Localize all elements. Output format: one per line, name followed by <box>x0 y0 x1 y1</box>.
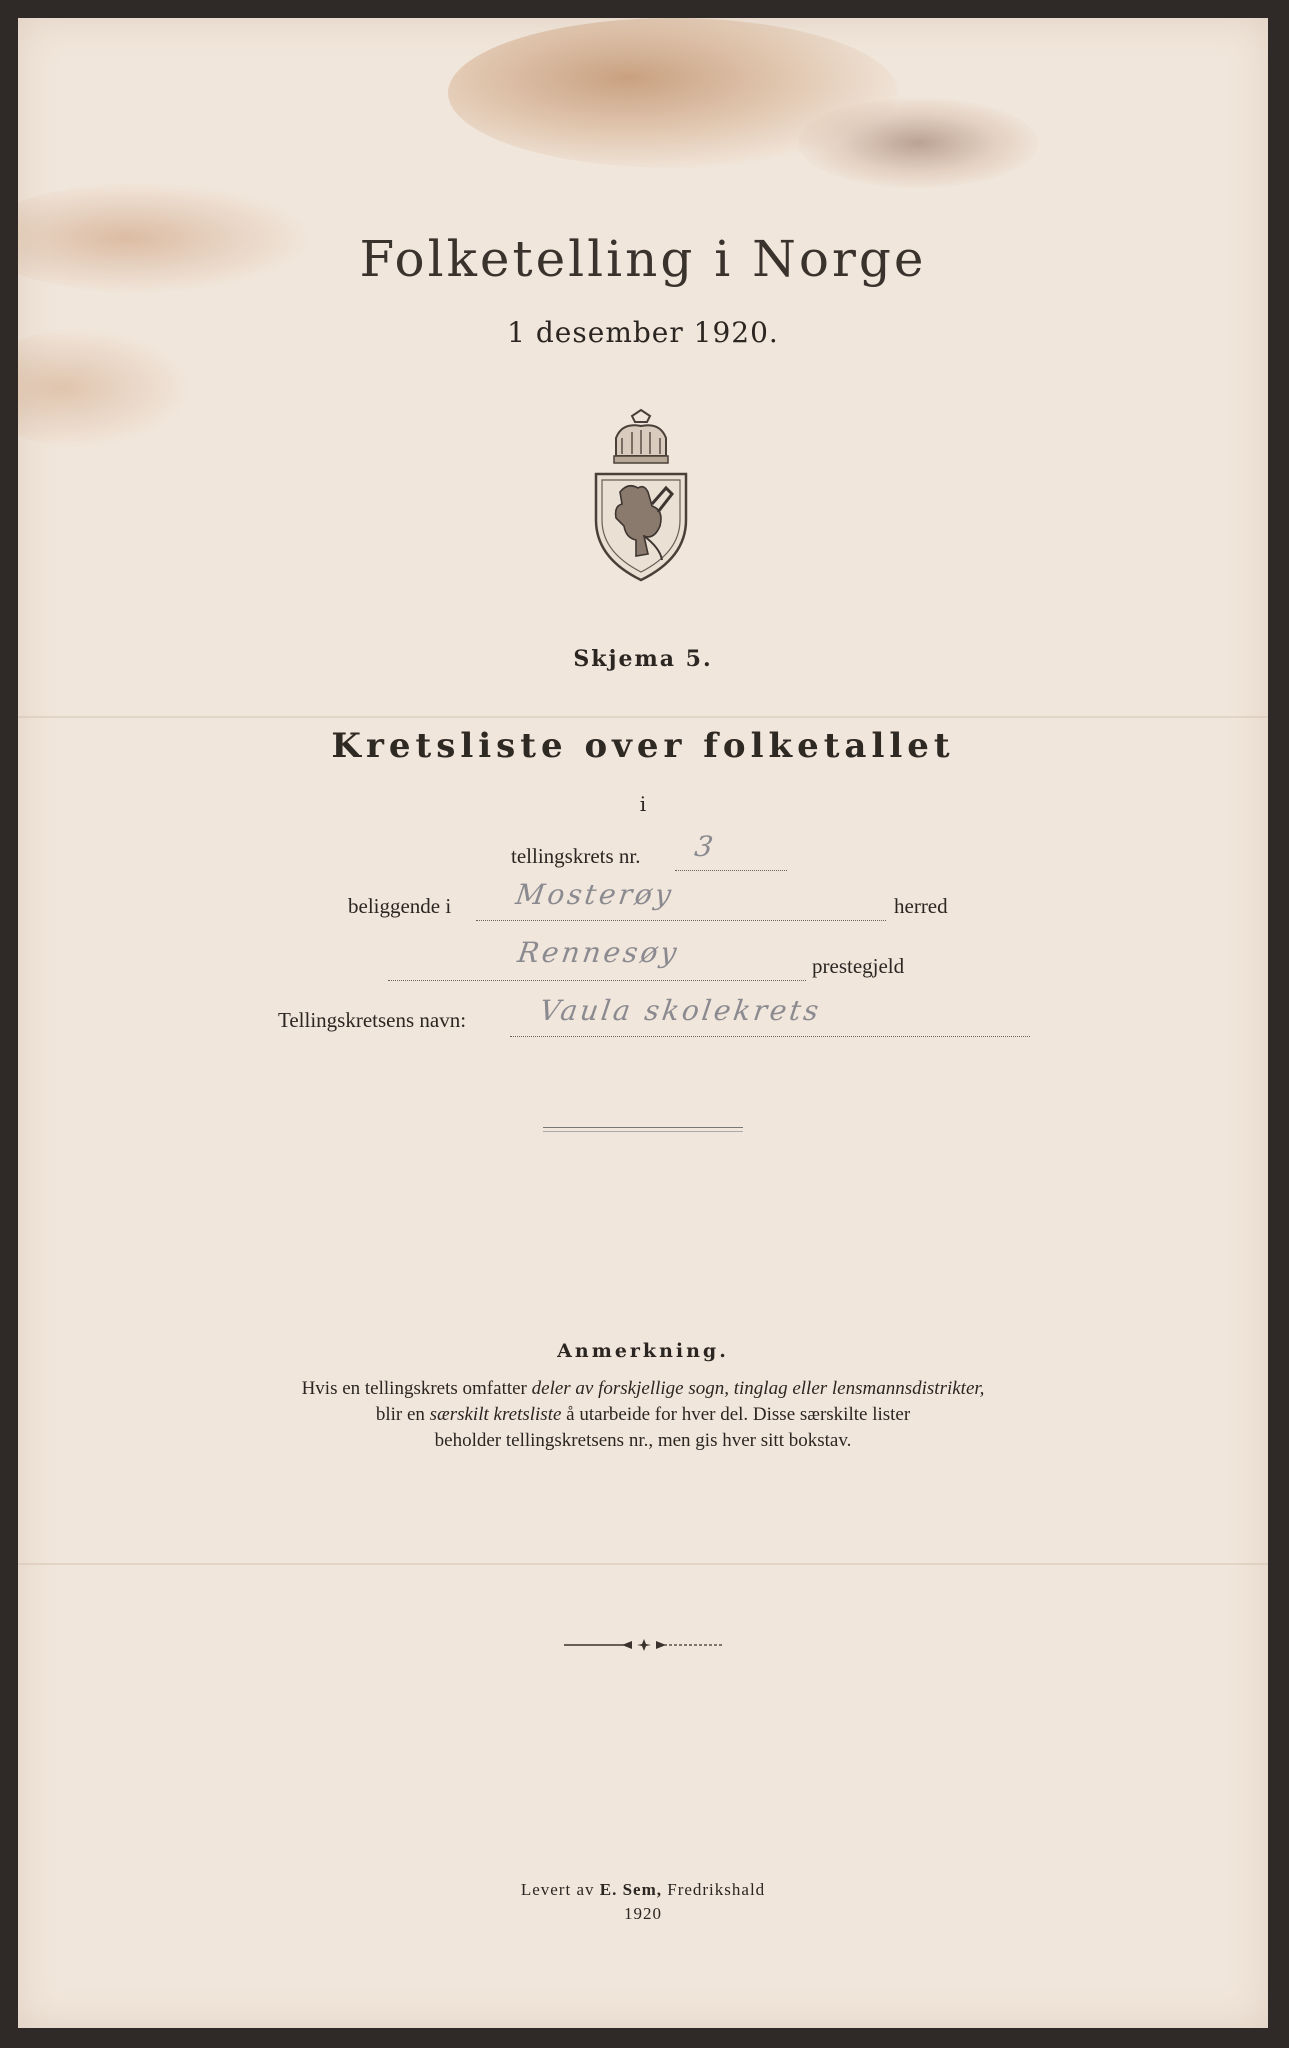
form-heading: Kretsliste over folketallet <box>331 726 955 766</box>
note-line-1-italic: deler av forskjellige sogn, tinglag eller lensmannsdistrikter, <box>531 1378 985 1399</box>
herred-label: herred <box>894 894 948 918</box>
norwegian-coat-of-arms-icon <box>590 408 692 586</box>
krets-number-label: tellingskrets nr. <box>511 844 641 868</box>
district-name-field[interactable] <box>510 994 1030 1037</box>
municipality-value: Mosterøy <box>513 878 677 911</box>
printer-name: E. Sem, <box>599 1880 662 1899</box>
note-line-1-text: Hvis en tellingskrets omfatter <box>301 1378 532 1399</box>
municipality-label: beliggende i <box>348 894 452 918</box>
page-title: Folketelling i Norge <box>359 230 927 288</box>
municipality-field[interactable] <box>476 878 886 921</box>
census-date: 1 desember 1920. <box>507 316 779 349</box>
schema-number: Skjema 5. <box>573 646 713 672</box>
parish-field[interactable] <box>388 936 806 981</box>
note-line-2-text: blir en <box>375 1404 430 1425</box>
parish-value: Rennesøy <box>515 936 682 969</box>
printer-year: 1920 <box>624 1904 662 1923</box>
printer-credit <box>18 1880 1268 1900</box>
ornament-divider-icon <box>564 1638 724 1652</box>
note-line-2 <box>18 1402 1268 1428</box>
note-line-2-rest: å utarbeide for hver del. Disse særskilte lister <box>561 1404 911 1425</box>
note-line-1 <box>18 1376 1268 1402</box>
printer-prefix: Levert av <box>520 1880 600 1899</box>
paper-fold <box>18 716 1268 718</box>
district-name-label: Tellingskretsens navn: <box>278 1008 467 1032</box>
census-form-page <box>18 18 1268 2028</box>
krets-number-field[interactable] <box>675 830 787 871</box>
stain <box>448 18 898 168</box>
district-name-value: Vaula skolekrets <box>537 994 824 1027</box>
note-title: Anmerkning. <box>557 1340 729 1362</box>
stain <box>798 98 1038 188</box>
note-line-3: beholder tellingskretsens nr., men gis hver sitt bokstav. <box>434 1430 852 1451</box>
preposition-text: i <box>639 792 647 816</box>
printer-place: Fredrikshald <box>661 1880 766 1899</box>
krets-number-value: 3 <box>692 830 719 863</box>
note-text <box>18 1376 1268 1454</box>
prestegjeld-label: prestegjeld <box>812 954 905 978</box>
paper-fold <box>18 1563 1268 1565</box>
note-line-2-italic: særskilt kretsliste <box>429 1404 562 1425</box>
divider <box>543 1127 743 1132</box>
